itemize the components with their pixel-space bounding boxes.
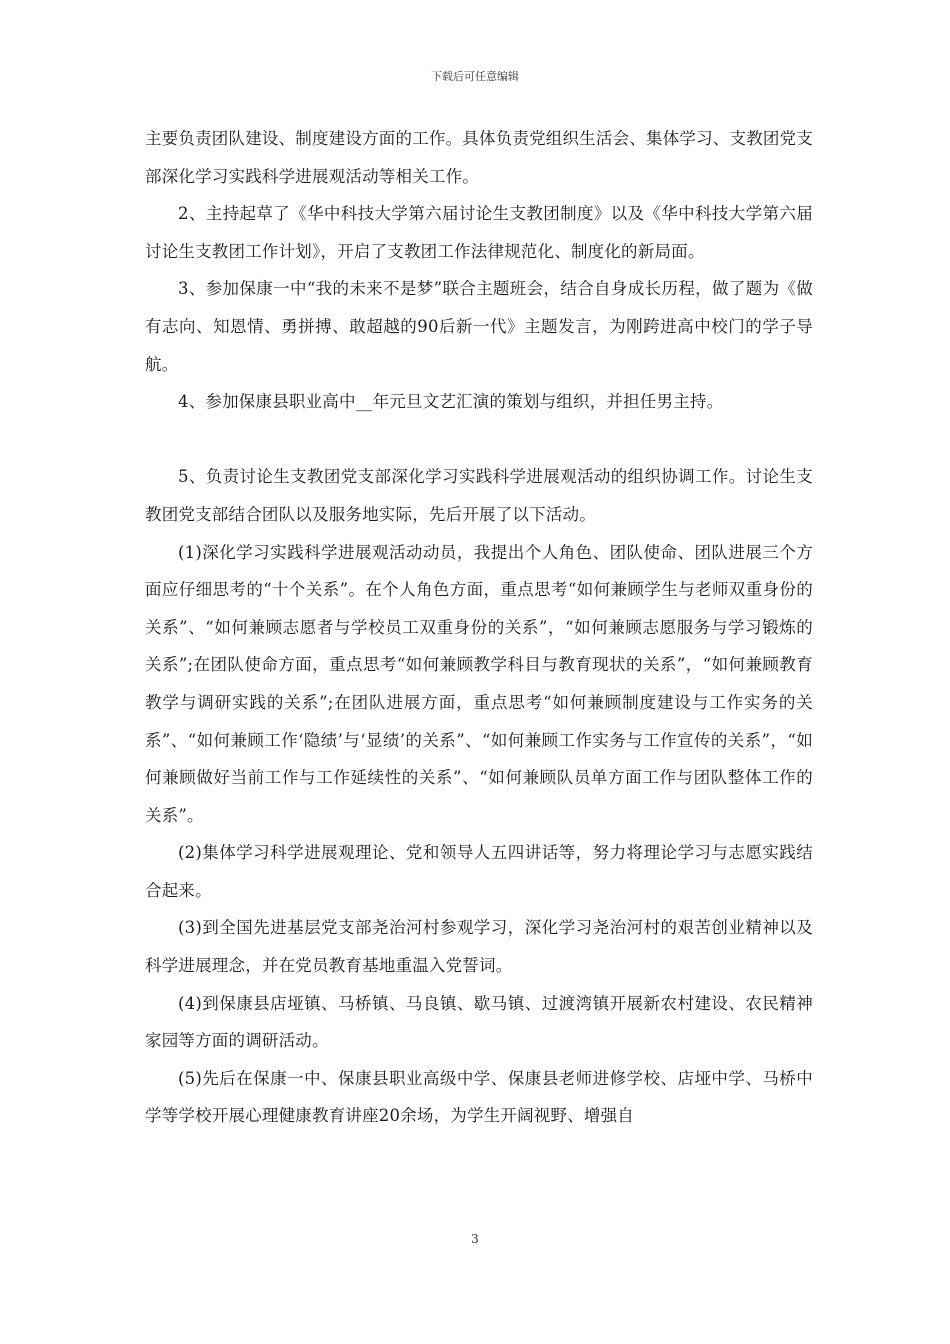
paragraph-continuation: 主要负责团队建设、制度建设方面的工作。具体负责党组织生活会、集体学习、支教团党支部深化学习实践科学进展观活动等相关工作。 — [145, 129, 813, 186]
paragraph-item-4: 4、参加保康县职业高中__年元旦文艺汇演的策划与组织，并担任男主持。 — [178, 392, 724, 412]
paragraph-subitem-4: (4)到保康县店垭镇、马桥镇、马良镇、歇马镇、过渡湾镇开展新农村建设、农民精神家园等方面的调研活动。 — [145, 993, 813, 1051]
paragraph-subitem-1: (1)深化学习实践科学进展观活动动员，我提出个人角色、团队使命、团队进展三个方面应仔细思考的“十个关系”。在个人角色方面，重点思考“如何兼顾学生与老师双重身份的关系”、“如何兼顾志愿者与学校员工双重身份的关系”，“如何兼顾志愿服务与学习锻炼的关系”;在团队使命方面，重点思考“如何兼顾教学科目与教育现状的关系”，“如何兼顾教育教学与调研实践的关系”;在团队进展方面，重点思考“如何兼顾制度建设与工作实务的关系”、“如何兼顾工作‘隐绩’与‘显绩’的关系”、“如何兼顾工作实务与工作宣传的关系”，“如何兼顾做好当前工作与工作延续性的关系”、“如何兼顾队员单方面工作与团队整体工作的关系”。 — [145, 542, 813, 825]
paragraph-item-5: 5、负责讨论生支教团党支部深化学习实践科学进展观活动的组织协调工作。讨论生支教团党支部结合团队以及服务地实际，先后开展了以下活动。 — [145, 467, 813, 524]
paragraph-item-3: 3、参加保康一中“我的未来不是梦”联合主题班会，结合自身成长历程，做了题为《做有志向、知恩情、勇拼搏、敢超越的90后新一代》主题发言，为刚跨进高中校门的学子导航。 — [145, 279, 813, 374]
paragraph-subitem-2: (2)集体学习科学进展观理论、党和领导人五四讲话等，努力将理论学习与志愿实践结合起来。 — [145, 843, 813, 900]
page-header-note: 下载后可任意编辑 — [431, 70, 519, 83]
paragraph-subitem-3: (3)到全国先进基层党支部尧治河村参观学习，深化学习尧治河村的艰苦创业精神以及科学进展理念，并在党员教育基地重温入党誓词。 — [145, 918, 813, 976]
document-body — [145, 120, 813, 1135]
paragraph-item-2: 2、主持起草了《华中科技大学第六届讨论生支教团制度》以及《华中科技大学第六届讨论生支教团工作计划》，开启了支教团工作法律规范化、制度化的新局面。 — [145, 204, 813, 261]
page-number: 3 — [471, 1232, 479, 1246]
paragraph-subitem-5: (5)先后在保康一中、保康县职业高级中学、保康县老师进修学校、店垭中学、马桥中学等学校开展心理健康教育讲座20余场，为学生开阔视野、增强自 — [145, 1068, 813, 1126]
